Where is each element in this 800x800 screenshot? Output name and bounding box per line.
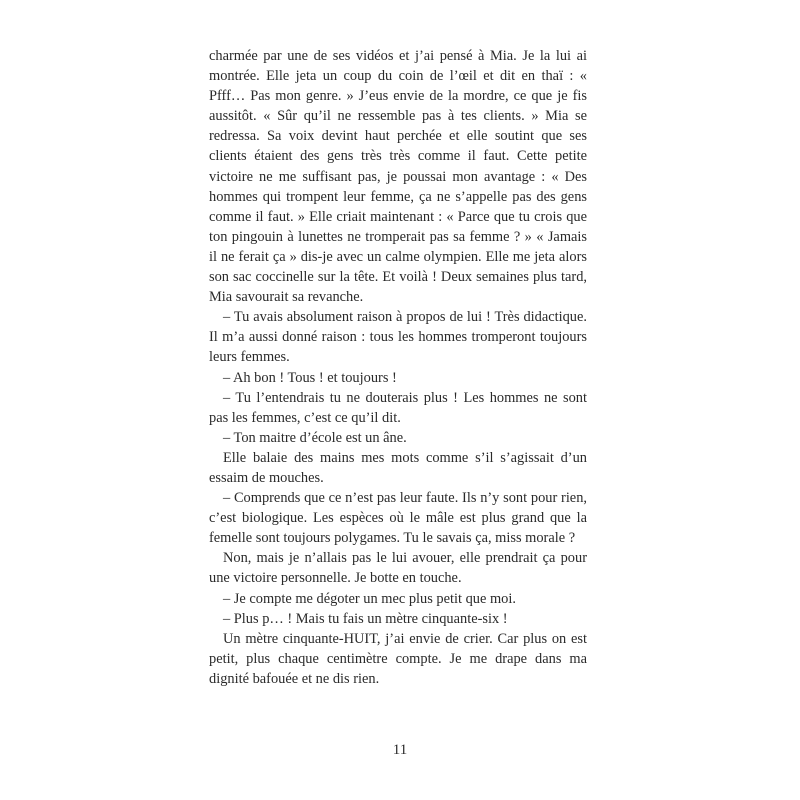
paragraph-11: Un mètre cinquante-HUIT, j’ai envie de crier. Car plus on est petit, plus chaque centimètre compte. Je me drape dans ma dignité bafouée et ne dis rien. xyxy=(209,630,587,687)
paragraph-2: – Tu avais absolument raison à propos de lui ! Très didactique. Il m’a aussi donné raison : tous les hommes tromperont toujours leurs femmes. xyxy=(209,309,587,366)
paragraph-6: Elle balaie des mains mes mots comme s’il s’agissait d’un essaim de mouches. xyxy=(209,449,587,486)
page-number: 11 xyxy=(392,742,408,758)
paragraph-9: – Je compte me dégoter un mec plus petit que moi. xyxy=(223,590,516,607)
paragraph-8: Non, mais je n’allais pas le lui avouer, elle prendrait ça pour une victoire personnelle. Je botte en touche. xyxy=(209,550,587,587)
paragraph-4: – Tu l’entendrais tu ne douterais plus ! Les hommes ne sont pas les femmes, c’est ce qu’il dit. xyxy=(209,389,587,426)
paragraph-7: – Comprends que ce n’est pas leur faute. Ils n’y sont pour rien, c’est biologique. Les espèces où le mâle est plus grand que la femelle sont toujours polygames. Tu le savais ça, miss morale ? xyxy=(209,490,587,547)
paragraph-3: – Ah bon ! Tous ! et toujours ! xyxy=(223,369,397,386)
body-text xyxy=(209,46,587,689)
paragraph-5: – Ton maitre d’école est un âne. xyxy=(223,429,407,446)
paragraph-1: charmée par une de ses vidéos et j’ai pensé à Mia. Je la lui ai montrée. Elle jeta un coup du coin de l’œil et dit en thaï : « Pfff… Pas mon genre. » J’eus envie de la mordre, ce que je fis aussitôt. « Sûr qu’il ne ressemble pas à tes clients. » Mia se redressa. Sa voix devint haut perchée et elle soutint que ses clients étaient des gens très très comme il faut. Cette petite victoire ne me suffisant pas, je poussai mon avantage : « Des hommes qui trompent leur femme, ça ne s’appelle pas des gens comme il faut. » Elle criait maintenant : « Parce que tu crois que ton pingouin à lunettes ne tromperait pas sa femme ? » « Jamais il ne ferait ça » dis-je avec un calme olympien. Elle me jeta alors son sac coccinelle sur la tête. Et voilà ! Deux semaines plus tard, Mia savourait sa revanche. xyxy=(209,48,587,306)
paragraph-10: – Plus p… ! Mais tu fais un mètre cinquante-six ! xyxy=(223,610,508,627)
